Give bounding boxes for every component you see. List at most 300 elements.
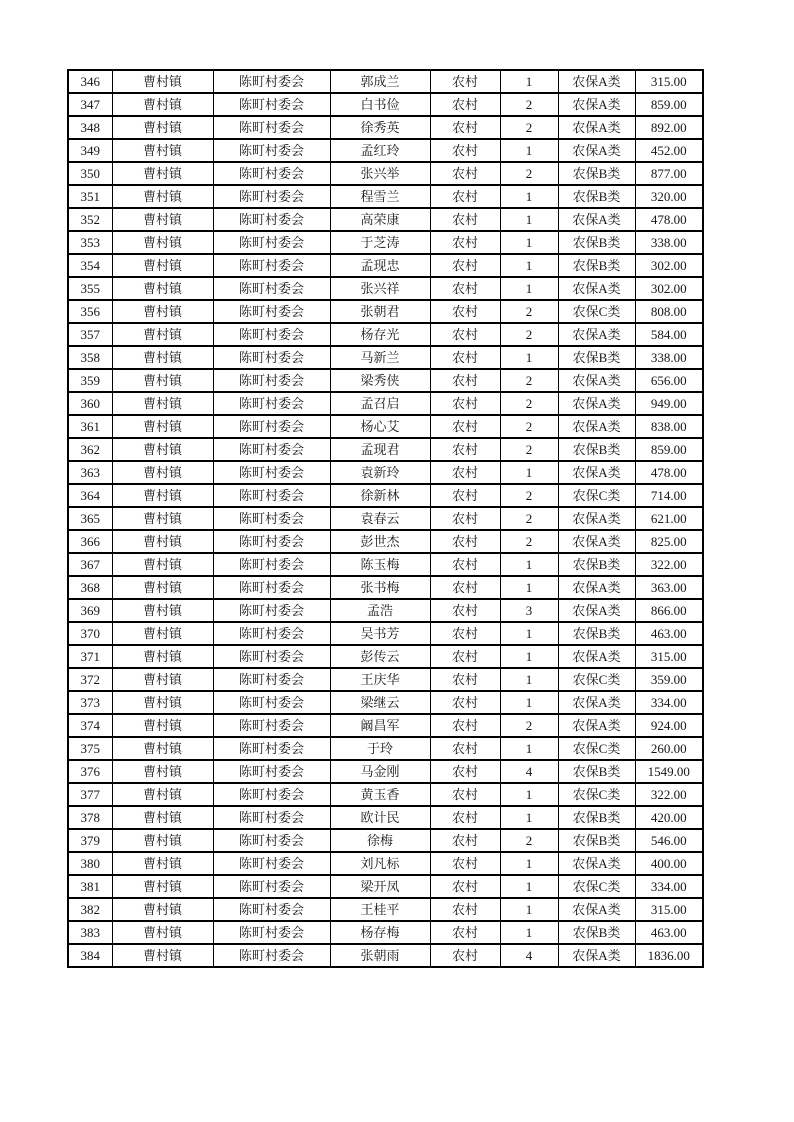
- cell-village: 陈町村委会: [213, 254, 330, 277]
- cell-residence: 农村: [430, 254, 500, 277]
- cell-seq: 384: [68, 944, 112, 967]
- cell-residence: 农村: [430, 162, 500, 185]
- cell-seq: 370: [68, 622, 112, 645]
- table-row: [68, 691, 703, 714]
- cell-village: 陈町村委会: [213, 277, 330, 300]
- cell-village: 陈町村委会: [213, 507, 330, 530]
- table-row: [68, 185, 703, 208]
- cell-name: 于芝涛: [330, 231, 430, 254]
- cell-residence: 农村: [430, 622, 500, 645]
- cell-category: 农保A类: [558, 576, 635, 599]
- cell-village: 陈町村委会: [213, 461, 330, 484]
- cell-town: 曹村镇: [112, 369, 213, 392]
- cell-village: 陈町村委会: [213, 553, 330, 576]
- table-row: [68, 139, 703, 162]
- cell-category: 农保B类: [558, 760, 635, 783]
- cell-name: 张朝君: [330, 300, 430, 323]
- cell-residence: 农村: [430, 392, 500, 415]
- table-row: [68, 783, 703, 806]
- cell-name: 刘凡标: [330, 852, 430, 875]
- cell-village: 陈町村委会: [213, 622, 330, 645]
- table-row: [68, 231, 703, 254]
- cell-amount: 315.00: [635, 70, 703, 93]
- cell-seq: 366: [68, 530, 112, 553]
- cell-seq: 376: [68, 760, 112, 783]
- cell-amount: 320.00: [635, 185, 703, 208]
- cell-residence: 农村: [430, 645, 500, 668]
- cell-category: 农保A类: [558, 392, 635, 415]
- cell-name: 张兴祥: [330, 277, 430, 300]
- cell-name: 梁秀侠: [330, 369, 430, 392]
- cell-amount: 260.00: [635, 737, 703, 760]
- cell-seq: 364: [68, 484, 112, 507]
- cell-category: 农保A类: [558, 530, 635, 553]
- cell-name: 于玲: [330, 737, 430, 760]
- cell-residence: 农村: [430, 369, 500, 392]
- cell-town: 曹村镇: [112, 806, 213, 829]
- cell-seq: 373: [68, 691, 112, 714]
- cell-town: 曹村镇: [112, 415, 213, 438]
- table-row: [68, 668, 703, 691]
- cell-village: 陈町村委会: [213, 70, 330, 93]
- cell-residence: 农村: [430, 530, 500, 553]
- cell-persons: 2: [500, 162, 558, 185]
- cell-town: 曹村镇: [112, 691, 213, 714]
- table-row: [68, 346, 703, 369]
- cell-seq: 351: [68, 185, 112, 208]
- cell-amount: 452.00: [635, 139, 703, 162]
- cell-amount: 315.00: [635, 898, 703, 921]
- cell-persons: 1: [500, 231, 558, 254]
- cell-village: 陈町村委会: [213, 714, 330, 737]
- cell-residence: 农村: [430, 783, 500, 806]
- table-row: [68, 254, 703, 277]
- cell-seq: 356: [68, 300, 112, 323]
- cell-category: 农保A类: [558, 116, 635, 139]
- cell-residence: 农村: [430, 484, 500, 507]
- cell-village: 陈町村委会: [213, 369, 330, 392]
- cell-residence: 农村: [430, 438, 500, 461]
- cell-name: 孟现君: [330, 438, 430, 461]
- cell-seq: 381: [68, 875, 112, 898]
- cell-category: 农保A类: [558, 415, 635, 438]
- cell-town: 曹村镇: [112, 714, 213, 737]
- cell-persons: 2: [500, 116, 558, 139]
- cell-residence: 农村: [430, 70, 500, 93]
- cell-village: 陈町村委会: [213, 668, 330, 691]
- cell-persons: 1: [500, 875, 558, 898]
- cell-amount: 463.00: [635, 921, 703, 944]
- cell-amount: 866.00: [635, 599, 703, 622]
- cell-persons: 2: [500, 323, 558, 346]
- cell-category: 农保B类: [558, 231, 635, 254]
- cell-persons: 1: [500, 277, 558, 300]
- cell-seq: 368: [68, 576, 112, 599]
- cell-persons: 2: [500, 484, 558, 507]
- cell-persons: 1: [500, 208, 558, 231]
- cell-name: 陈玉梅: [330, 553, 430, 576]
- cell-seq: 355: [68, 277, 112, 300]
- cell-village: 陈町村委会: [213, 737, 330, 760]
- cell-amount: 546.00: [635, 829, 703, 852]
- cell-persons: 1: [500, 576, 558, 599]
- cell-category: 农保C类: [558, 783, 635, 806]
- cell-village: 陈町村委会: [213, 944, 330, 967]
- cell-town: 曹村镇: [112, 208, 213, 231]
- cell-seq: 377: [68, 783, 112, 806]
- cell-amount: 656.00: [635, 369, 703, 392]
- cell-village: 陈町村委会: [213, 438, 330, 461]
- cell-town: 曹村镇: [112, 875, 213, 898]
- cell-persons: 1: [500, 921, 558, 944]
- cell-category: 农保B类: [558, 622, 635, 645]
- cell-seq: 361: [68, 415, 112, 438]
- table-row: [68, 645, 703, 668]
- cell-persons: 1: [500, 70, 558, 93]
- cell-seq: 372: [68, 668, 112, 691]
- cell-village: 陈町村委会: [213, 691, 330, 714]
- cell-category: 农保A类: [558, 277, 635, 300]
- table-row: [68, 806, 703, 829]
- cell-seq: 380: [68, 852, 112, 875]
- cell-town: 曹村镇: [112, 737, 213, 760]
- table-row: [68, 829, 703, 852]
- cell-residence: 农村: [430, 737, 500, 760]
- cell-town: 曹村镇: [112, 622, 213, 645]
- cell-amount: 338.00: [635, 346, 703, 369]
- cell-category: 农保B类: [558, 185, 635, 208]
- cell-town: 曹村镇: [112, 438, 213, 461]
- cell-residence: 农村: [430, 553, 500, 576]
- cell-village: 陈町村委会: [213, 530, 330, 553]
- cell-residence: 农村: [430, 691, 500, 714]
- cell-name: 徐新林: [330, 484, 430, 507]
- cell-village: 陈町村委会: [213, 162, 330, 185]
- cell-name: 彭世杰: [330, 530, 430, 553]
- cell-category: 农保A类: [558, 93, 635, 116]
- cell-village: 陈町村委会: [213, 139, 330, 162]
- cell-seq: 352: [68, 208, 112, 231]
- cell-seq: 374: [68, 714, 112, 737]
- cell-amount: 838.00: [635, 415, 703, 438]
- cell-persons: 1: [500, 461, 558, 484]
- cell-town: 曹村镇: [112, 898, 213, 921]
- cell-village: 陈町村委会: [213, 852, 330, 875]
- cell-seq: 382: [68, 898, 112, 921]
- cell-residence: 农村: [430, 300, 500, 323]
- cell-name: 高荣康: [330, 208, 430, 231]
- cell-persons: 2: [500, 93, 558, 116]
- cell-residence: 农村: [430, 461, 500, 484]
- cell-category: 农保A类: [558, 461, 635, 484]
- cell-town: 曹村镇: [112, 668, 213, 691]
- cell-seq: 359: [68, 369, 112, 392]
- cell-name: 孟召启: [330, 392, 430, 415]
- cell-category: 农保C类: [558, 668, 635, 691]
- table-row: [68, 277, 703, 300]
- cell-persons: 1: [500, 783, 558, 806]
- table-row: [68, 507, 703, 530]
- cell-village: 陈町村委会: [213, 921, 330, 944]
- cell-residence: 农村: [430, 760, 500, 783]
- cell-category: 农保A类: [558, 944, 635, 967]
- cell-persons: 2: [500, 300, 558, 323]
- cell-amount: 892.00: [635, 116, 703, 139]
- cell-town: 曹村镇: [112, 760, 213, 783]
- cell-persons: 4: [500, 760, 558, 783]
- table-row: [68, 760, 703, 783]
- cell-category: 农保C类: [558, 484, 635, 507]
- cell-seq: 354: [68, 254, 112, 277]
- table-row: [68, 369, 703, 392]
- cell-category: 农保A类: [558, 323, 635, 346]
- cell-category: 农保C类: [558, 300, 635, 323]
- cell-persons: 1: [500, 737, 558, 760]
- cell-amount: 714.00: [635, 484, 703, 507]
- cell-amount: 400.00: [635, 852, 703, 875]
- cell-residence: 农村: [430, 921, 500, 944]
- cell-category: 农保C类: [558, 737, 635, 760]
- cell-category: 农保B类: [558, 829, 635, 852]
- cell-category: 农保B类: [558, 806, 635, 829]
- cell-village: 陈町村委会: [213, 484, 330, 507]
- cell-name: 张书梅: [330, 576, 430, 599]
- cell-amount: 924.00: [635, 714, 703, 737]
- cell-residence: 农村: [430, 139, 500, 162]
- cell-residence: 农村: [430, 507, 500, 530]
- cell-town: 曹村镇: [112, 461, 213, 484]
- cell-town: 曹村镇: [112, 645, 213, 668]
- cell-amount: 463.00: [635, 622, 703, 645]
- cell-seq: 360: [68, 392, 112, 415]
- cell-category: 农保A类: [558, 369, 635, 392]
- table-row: [68, 921, 703, 944]
- cell-amount: 877.00: [635, 162, 703, 185]
- table-row: [68, 553, 703, 576]
- cell-amount: 322.00: [635, 553, 703, 576]
- cell-persons: 2: [500, 714, 558, 737]
- table-row: [68, 875, 703, 898]
- cell-name: 阚昌军: [330, 714, 430, 737]
- cell-town: 曹村镇: [112, 254, 213, 277]
- table-row: [68, 93, 703, 116]
- cell-name: 马新兰: [330, 346, 430, 369]
- cell-persons: 2: [500, 530, 558, 553]
- cell-town: 曹村镇: [112, 162, 213, 185]
- cell-village: 陈町村委会: [213, 829, 330, 852]
- cell-town: 曹村镇: [112, 185, 213, 208]
- cell-persons: 1: [500, 254, 558, 277]
- cell-residence: 农村: [430, 714, 500, 737]
- cell-amount: 420.00: [635, 806, 703, 829]
- cell-category: 农保A类: [558, 645, 635, 668]
- table-body: [68, 70, 703, 967]
- cell-town: 曹村镇: [112, 116, 213, 139]
- cell-category: 农保A类: [558, 507, 635, 530]
- cell-village: 陈町村委会: [213, 760, 330, 783]
- cell-amount: 808.00: [635, 300, 703, 323]
- cell-category: 农保A类: [558, 208, 635, 231]
- cell-category: 农保B类: [558, 162, 635, 185]
- cell-category: 农保A类: [558, 599, 635, 622]
- cell-village: 陈町村委会: [213, 93, 330, 116]
- benefit-table: [67, 69, 704, 968]
- cell-amount: 334.00: [635, 875, 703, 898]
- cell-category: 农保B类: [558, 346, 635, 369]
- cell-amount: 478.00: [635, 208, 703, 231]
- cell-residence: 农村: [430, 185, 500, 208]
- cell-category: 农保A类: [558, 691, 635, 714]
- cell-town: 曹村镇: [112, 507, 213, 530]
- cell-residence: 农村: [430, 415, 500, 438]
- cell-name: 梁继云: [330, 691, 430, 714]
- cell-town: 曹村镇: [112, 277, 213, 300]
- cell-persons: 2: [500, 507, 558, 530]
- cell-residence: 农村: [430, 806, 500, 829]
- cell-name: 王庆华: [330, 668, 430, 691]
- cell-name: 程雪兰: [330, 185, 430, 208]
- cell-amount: 825.00: [635, 530, 703, 553]
- cell-name: 梁开凤: [330, 875, 430, 898]
- cell-amount: 334.00: [635, 691, 703, 714]
- cell-category: 农保B类: [558, 254, 635, 277]
- cell-town: 曹村镇: [112, 139, 213, 162]
- cell-town: 曹村镇: [112, 829, 213, 852]
- cell-category: 农保A类: [558, 70, 635, 93]
- table-row: [68, 438, 703, 461]
- cell-name: 郭成兰: [330, 70, 430, 93]
- cell-residence: 农村: [430, 323, 500, 346]
- cell-category: 农保A类: [558, 852, 635, 875]
- cell-name: 孟现忠: [330, 254, 430, 277]
- cell-persons: 1: [500, 553, 558, 576]
- cell-category: 农保B类: [558, 438, 635, 461]
- cell-residence: 农村: [430, 116, 500, 139]
- cell-town: 曹村镇: [112, 599, 213, 622]
- cell-seq: 375: [68, 737, 112, 760]
- table-row: [68, 737, 703, 760]
- cell-name: 杨存梅: [330, 921, 430, 944]
- cell-village: 陈町村委会: [213, 346, 330, 369]
- table-row: [68, 116, 703, 139]
- cell-seq: 362: [68, 438, 112, 461]
- cell-seq: 369: [68, 599, 112, 622]
- table-row: [68, 300, 703, 323]
- cell-village: 陈町村委会: [213, 645, 330, 668]
- cell-residence: 农村: [430, 944, 500, 967]
- cell-amount: 302.00: [635, 277, 703, 300]
- cell-residence: 农村: [430, 898, 500, 921]
- cell-amount: 359.00: [635, 668, 703, 691]
- cell-town: 曹村镇: [112, 70, 213, 93]
- cell-residence: 农村: [430, 277, 500, 300]
- cell-persons: 4: [500, 944, 558, 967]
- table-row: [68, 415, 703, 438]
- cell-village: 陈町村委会: [213, 300, 330, 323]
- cell-town: 曹村镇: [112, 783, 213, 806]
- cell-residence: 农村: [430, 346, 500, 369]
- table-row: [68, 898, 703, 921]
- cell-amount: 1836.00: [635, 944, 703, 967]
- cell-name: 孟浩: [330, 599, 430, 622]
- cell-residence: 农村: [430, 231, 500, 254]
- cell-persons: 2: [500, 369, 558, 392]
- cell-residence: 农村: [430, 599, 500, 622]
- cell-village: 陈町村委会: [213, 208, 330, 231]
- cell-residence: 农村: [430, 852, 500, 875]
- cell-seq: 363: [68, 461, 112, 484]
- table-row: [68, 576, 703, 599]
- cell-amount: 584.00: [635, 323, 703, 346]
- cell-amount: 322.00: [635, 783, 703, 806]
- cell-amount: 315.00: [635, 645, 703, 668]
- cell-persons: 1: [500, 622, 558, 645]
- cell-name: 徐秀英: [330, 116, 430, 139]
- cell-persons: 1: [500, 806, 558, 829]
- cell-town: 曹村镇: [112, 921, 213, 944]
- table-row: [68, 208, 703, 231]
- cell-persons: 2: [500, 392, 558, 415]
- cell-category: 农保C类: [558, 875, 635, 898]
- cell-persons: 1: [500, 691, 558, 714]
- cell-persons: 1: [500, 185, 558, 208]
- cell-seq: 350: [68, 162, 112, 185]
- cell-persons: 1: [500, 645, 558, 668]
- table-row: [68, 530, 703, 553]
- cell-village: 陈町村委会: [213, 231, 330, 254]
- cell-name: 杨心艾: [330, 415, 430, 438]
- cell-seq: 349: [68, 139, 112, 162]
- table-row: [68, 70, 703, 93]
- cell-persons: 1: [500, 852, 558, 875]
- cell-amount: 363.00: [635, 576, 703, 599]
- cell-persons: 2: [500, 829, 558, 852]
- table-row: [68, 162, 703, 185]
- cell-village: 陈町村委会: [213, 783, 330, 806]
- cell-town: 曹村镇: [112, 93, 213, 116]
- cell-category: 农保B类: [558, 553, 635, 576]
- cell-name: 马金刚: [330, 760, 430, 783]
- cell-name: 袁新玲: [330, 461, 430, 484]
- cell-town: 曹村镇: [112, 231, 213, 254]
- cell-category: 农保A类: [558, 139, 635, 162]
- cell-amount: 478.00: [635, 461, 703, 484]
- cell-village: 陈町村委会: [213, 599, 330, 622]
- cell-seq: 371: [68, 645, 112, 668]
- cell-category: 农保B类: [558, 921, 635, 944]
- cell-seq: 358: [68, 346, 112, 369]
- cell-seq: 347: [68, 93, 112, 116]
- cell-seq: 357: [68, 323, 112, 346]
- cell-seq: 353: [68, 231, 112, 254]
- table-row: [68, 944, 703, 967]
- cell-persons: 1: [500, 668, 558, 691]
- cell-name: 王桂平: [330, 898, 430, 921]
- cell-name: 吴书芳: [330, 622, 430, 645]
- cell-persons: 3: [500, 599, 558, 622]
- cell-seq: 383: [68, 921, 112, 944]
- cell-town: 曹村镇: [112, 553, 213, 576]
- table-row: [68, 323, 703, 346]
- cell-seq: 367: [68, 553, 112, 576]
- cell-name: 孟红玲: [330, 139, 430, 162]
- cell-residence: 农村: [430, 93, 500, 116]
- cell-amount: 621.00: [635, 507, 703, 530]
- cell-village: 陈町村委会: [213, 415, 330, 438]
- cell-village: 陈町村委会: [213, 323, 330, 346]
- cell-seq: 365: [68, 507, 112, 530]
- cell-name: 黄玉香: [330, 783, 430, 806]
